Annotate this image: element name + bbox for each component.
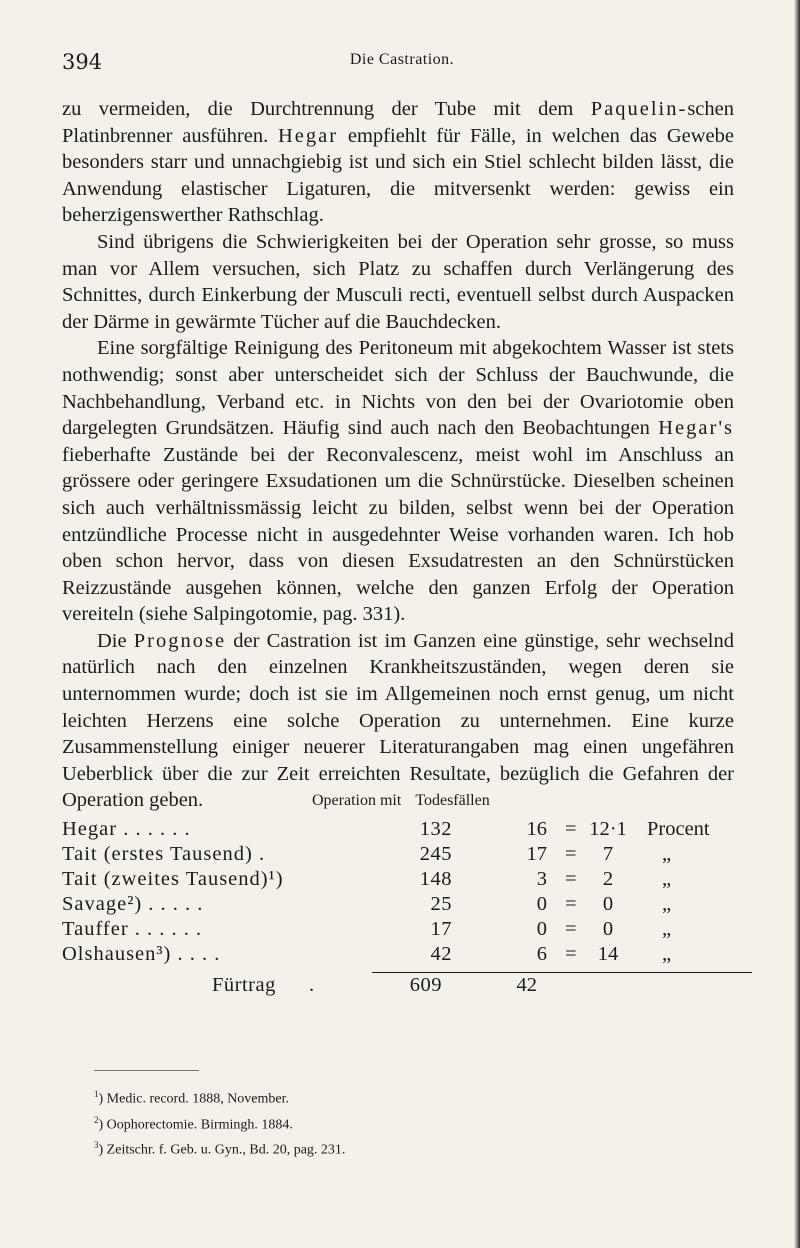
footnote-mark: 2 <box>94 1114 99 1125</box>
table-row <box>62 918 752 943</box>
spaced-emphasis: Paquelin- <box>590 98 688 120</box>
footnote <box>94 1110 345 1136</box>
percent-value: 0 <box>602 918 614 940</box>
footnote-text: Oophorectomie. Birmingh. 1884. <box>106 1117 293 1133</box>
text-run: fieberhafte Zustände bei der Reconvalescenz, meist wohl im Anschluss an grössere oder geringere Exsudationen um die Schnürstücke. Dieselben scheinen sich auch verhältnissmässig leicht zu bilden, selbst wenn bei der Operation entzündliche Processe nicht in ausgedehnter Weise vorhanden waren. Ich hob oben schon hervor, dass von diesen Exsudatresten an den Schnürstücken Reizzustände ausgehen können, welche den ganzen Erfolg der Operation vereiteln (siehe Salpingotomie, pag. 331). <box>62 443 734 626</box>
percent-value: 7 <box>602 843 614 865</box>
author-cell <box>62 818 191 841</box>
operations-count: 25 <box>430 893 452 915</box>
leader-dots: . . . . <box>171 943 221 965</box>
percent-value: 12·1 <box>589 818 627 840</box>
page-number: 394 <box>62 50 103 74</box>
sum-row <box>62 972 752 1000</box>
text-run: der Castration ist im Ganzen eine günstige, sehr wechselnd natürlich nach den einzelnen Krankheitszuständen, wegen deren sie unternommen wurde; doch ist sie im Allgemeinen noch ernst genug, um nicht leichten Herzens eine solche Operation zu unternehmen. Eine kurze Zusammenstellung einiger neuerer Literaturangaben mag einen ungefähren Ueberblick über die zur Zeit erreichten Resultate, bezüglich die Gefahren der Operation geben. <box>62 629 734 812</box>
table-row <box>62 818 752 843</box>
equals-sign: = <box>565 868 577 890</box>
text-run: schen Platinbrenner ausführen. <box>62 98 734 147</box>
page-edge-shadow <box>794 0 800 1248</box>
footnote <box>94 1135 345 1161</box>
operations-count: 42 <box>430 943 452 965</box>
text-run: Die <box>97 629 134 652</box>
ditto-mark: „ <box>662 868 672 890</box>
leader-dots: . . . . . <box>142 893 204 915</box>
footnote-paren: ) <box>98 1142 107 1158</box>
sum-dots: . <box>309 974 315 996</box>
footnote <box>94 1084 345 1110</box>
statistics-table <box>62 818 752 1000</box>
paragraph <box>62 628 734 814</box>
author-name: Olshausen³) <box>62 943 172 965</box>
author-cell <box>62 893 203 916</box>
unit-label: Procent <box>647 818 710 840</box>
leader-dots: . <box>252 843 266 865</box>
author-name: Tait (zweites Tausend)¹) <box>62 868 284 890</box>
table-row <box>62 893 752 918</box>
ditto-mark: „ <box>662 918 672 940</box>
footnote-rule <box>94 1070 199 1071</box>
author-cell <box>62 868 284 891</box>
text-run: Sind übrigens die Schwierigkeiten bei der Operation sehr grosse, so muss man vor Allem versuchen, sich Platz zu schaffen durch Verlängerung des Schnittes, durch Einkerbung der Musculi recti, eventuell selbst durch Auspacken der Därme in gewärmte Tücher auf die Bauchdecken. <box>62 230 734 333</box>
equals-sign: = <box>565 943 577 965</box>
table-row <box>62 868 752 893</box>
equals-sign: = <box>565 843 577 865</box>
sum-deaths: 42 <box>516 974 537 996</box>
running-title: Die Castration. <box>349 51 455 68</box>
leader-dots: . . . . . . <box>117 818 191 840</box>
spaced-emphasis: Hegar <box>278 124 339 147</box>
footnote-paren: ) <box>98 1117 107 1133</box>
footnote-text: Zeitschr. f. Geb. u. Gyn., Bd. 20, pag. 231. <box>106 1142 346 1158</box>
deaths-count: 0 <box>536 893 547 915</box>
spaced-emphasis: Hegar's <box>658 417 734 440</box>
table-caption <box>312 792 490 810</box>
operations-count: 132 <box>419 818 452 840</box>
ditto-mark: „ <box>662 893 672 915</box>
leader-dots: . . . . . . <box>128 918 203 940</box>
operations-count: 148 <box>419 868 452 890</box>
percent-value: 2 <box>602 868 614 890</box>
footnotes <box>94 1084 345 1161</box>
author-cell <box>62 943 220 966</box>
ditto-mark: „ <box>662 943 672 965</box>
ditto-mark: „ <box>662 843 672 865</box>
page-header <box>62 50 742 78</box>
operations-count: 17 <box>430 918 452 940</box>
equals-sign: = <box>565 918 577 940</box>
author-name: Tait (erstes Tausend) <box>62 843 253 865</box>
text-run: Eine sorgfältige Reinigung des Peritoneum mit abgekochtem Wasser ist stets nothwendig; sonst aber unterscheidet sich der Schluss der Bauchwunde, die Nachbehandlung, Verband etc. in Nichts von den bei der Ovariotomie oben dargelegten Grundsätzen. Häufig sind auch nach den Beobachtungen <box>62 337 734 440</box>
author-name: Tauffer <box>62 918 129 940</box>
equals-sign: = <box>565 893 577 915</box>
spaced-emphasis: Prognose <box>133 629 227 652</box>
paragraph <box>62 96 734 229</box>
author-name: Savage²) <box>62 893 143 915</box>
author-name: Hegar <box>62 818 118 840</box>
footnote-mark: 1 <box>94 1089 99 1099</box>
paragraph <box>62 335 734 628</box>
deaths-count: 17 <box>526 843 547 865</box>
deaths-count: 3 <box>536 868 547 890</box>
text-run: empfiehlt für Fälle, in welchen das Gewebe besonders starr und unnachgiebig ist und sich ein Stiel schlecht bilden lässt, die Anwendung elastischer Ligaturen, die mitversenkt werden: gewiss ein beherzigenswerther Rathschlag. <box>62 124 734 227</box>
sum-label: Fürtrag <box>212 974 276 996</box>
operations-count: 245 <box>419 843 452 865</box>
table-row <box>62 943 752 968</box>
sum-operations: 609 <box>409 974 442 996</box>
paragraph <box>62 229 734 335</box>
author-cell <box>62 918 202 941</box>
caption-operation: Operation mit <box>312 792 402 809</box>
percent-value: 0 <box>602 893 614 915</box>
footnote-text: Medic. record. 1888, November. <box>106 1091 290 1107</box>
caption-deaths: Todesfällen <box>415 792 490 809</box>
footnote-mark: 3 <box>94 1140 99 1151</box>
table-row <box>62 843 752 868</box>
author-cell <box>62 843 265 866</box>
deaths-count: 0 <box>536 918 547 940</box>
text-run: zu vermeiden, die Durchtrennung der Tube mit dem <box>62 98 591 120</box>
deaths-count: 16 <box>526 818 547 840</box>
deaths-count: 6 <box>536 943 547 965</box>
body-text <box>62 96 734 814</box>
footnote-paren: ) <box>98 1091 107 1107</box>
equals-sign: = <box>565 818 577 840</box>
percent-value: 14 <box>597 943 619 965</box>
